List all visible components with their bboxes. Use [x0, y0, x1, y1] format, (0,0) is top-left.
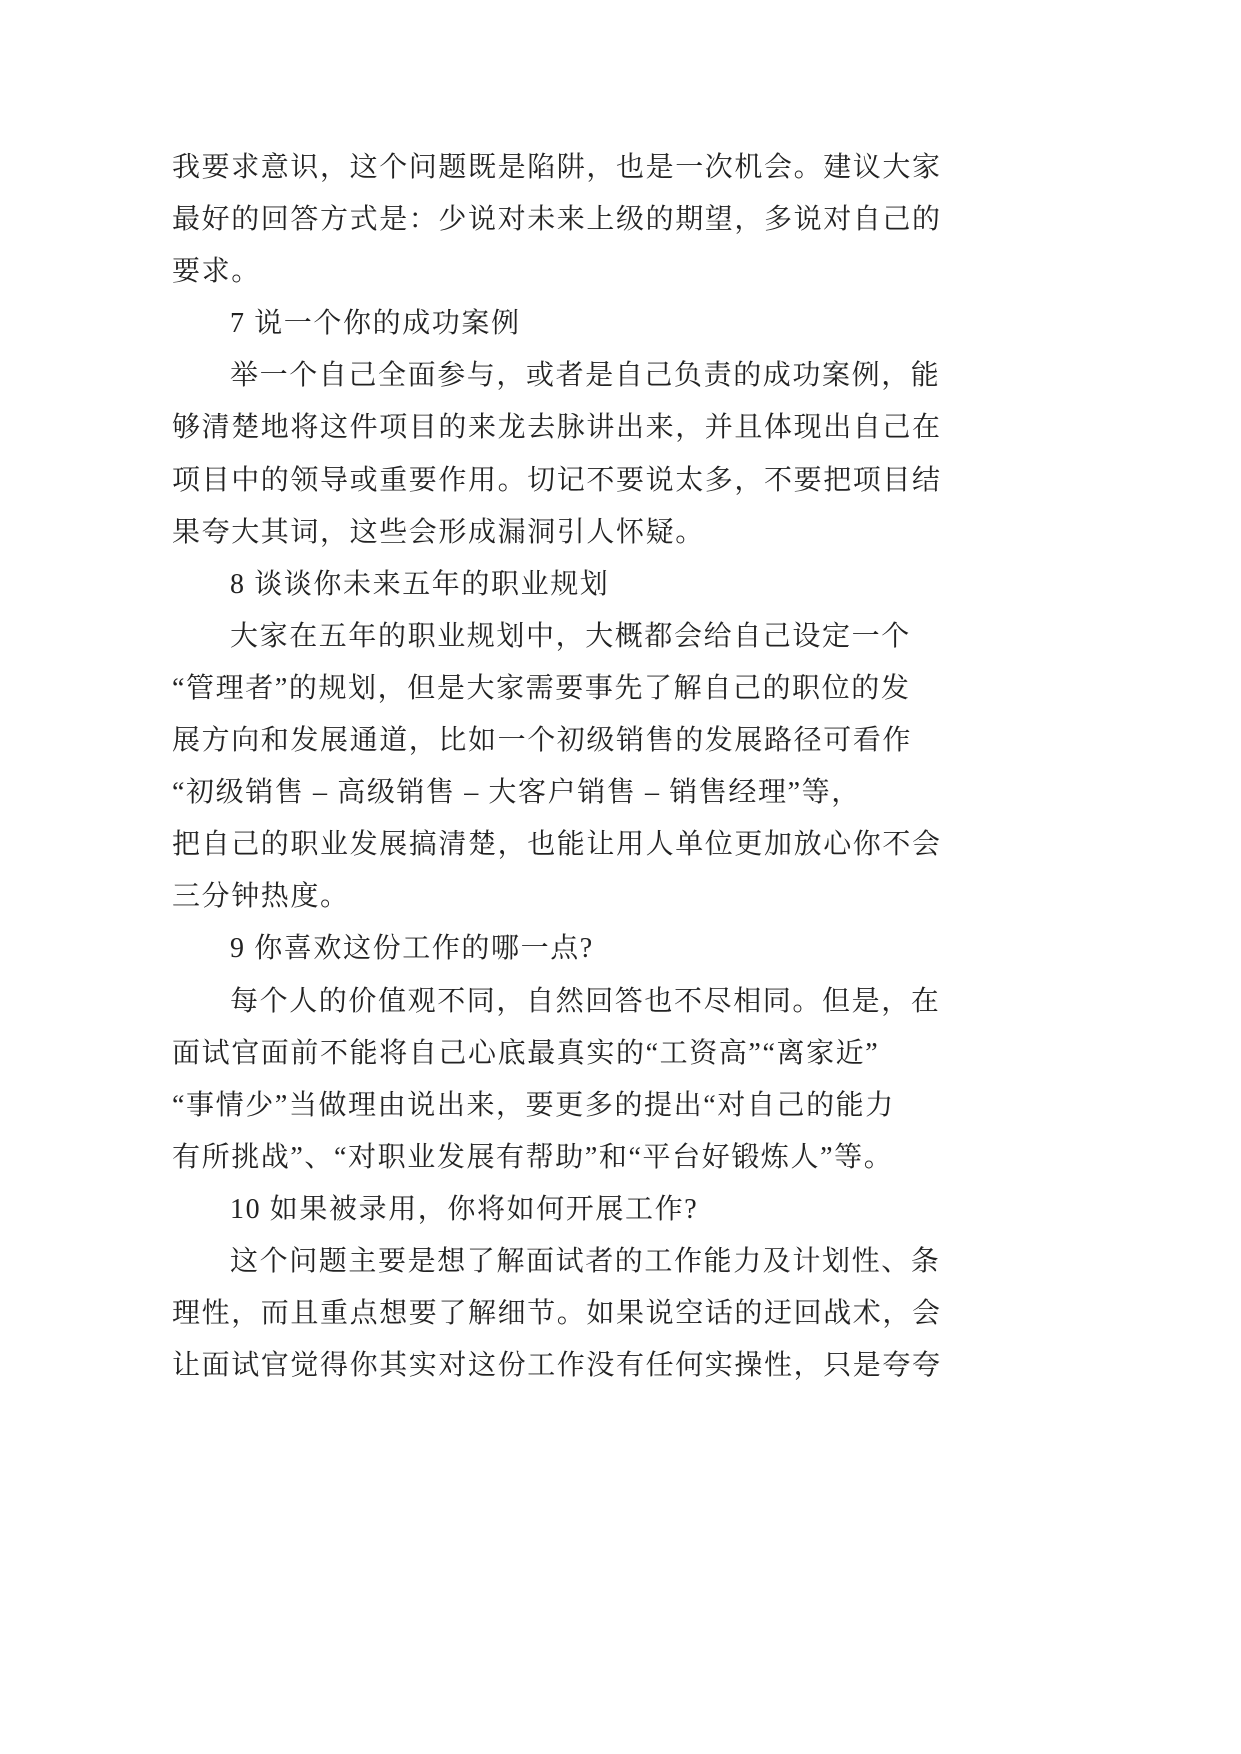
text-line: 每个人的价值观不同，自然回答也不尽相同。但是，在 [230, 985, 941, 1017]
section-paragraph [172, 976, 972, 1184]
text-line: 举一个自己全面参与，或者是自己负责的成功案例，能 [230, 360, 941, 392]
section-heading: 10 如果被录用，你将如何开展工作? [230, 1193, 699, 1225]
section-heading: 8 谈谈你未来五年的职业规划 [230, 568, 610, 600]
text-line: 理性，而且重点想要了解细节。如果说空话的迂回战术，会 [172, 1298, 942, 1330]
text-line: 要求。 [172, 256, 261, 288]
text-line: 三分钟热度。 [172, 881, 350, 913]
text-line: 够清楚地将这件项目的来龙去脉讲出来，并且体现出自己在 [172, 412, 942, 444]
section-10 [172, 1184, 972, 1392]
text-line: 有所挑战”、“对职业发展有帮助”和“平台好锻炼人”等。 [172, 1141, 894, 1173]
section-paragraph [172, 350, 972, 558]
section-7 [172, 298, 972, 558]
text-line: 让面试官觉得你其实对这份工作没有任何实操性，只是夸夸 [172, 1350, 942, 1382]
text-line: 展方向和发展通道，比如一个初级销售的发展路径可看作 [172, 725, 913, 757]
text-line: “事情少”当做理由说出来，要更多的提出“对自己的能力 [172, 1089, 895, 1121]
section-paragraph [172, 1236, 972, 1392]
paragraph-continuation [172, 142, 972, 298]
text-line: 我要求意识，这个问题既是陷阱，也是一次机会。建议大家 [172, 152, 942, 183]
section-heading: 7 说一个你的成功案例 [230, 308, 521, 340]
text-line: 最好的回答方式是：少说对未来上级的期望，多说对自己的 [172, 204, 942, 236]
text-line: 果夸大其词，这些会形成漏洞引人怀疑。 [172, 516, 705, 548]
text-line: 项目中的领导或重要作用。切记不要说太多，不要把项目结 [172, 464, 942, 496]
section-paragraph [172, 611, 972, 924]
text-line: “管理者”的规划，但是大家需要事先了解自己的职位的发 [172, 672, 911, 704]
section-9 [172, 923, 972, 1183]
text-line: 这个问题主要是想了解面试者的工作能力及计划性、条 [230, 1245, 941, 1277]
document-body [172, 142, 972, 1392]
text-line: “初级销售 – 高级销售 – 大客户销售 – 销售经理”等， [172, 777, 861, 809]
text-line: 面试官面前不能将自己心底最真实的“工资高”“离家近” [172, 1037, 880, 1069]
section-8 [172, 559, 972, 924]
text-line: 把自己的职业发展搞清楚，也能让用人单位更加放心你不会 [172, 829, 942, 861]
section-heading: 9 你喜欢这份工作的哪一点? [230, 933, 594, 965]
text-line: 大家在五年的职业规划中，大概都会给自己设定一个 [230, 620, 911, 652]
